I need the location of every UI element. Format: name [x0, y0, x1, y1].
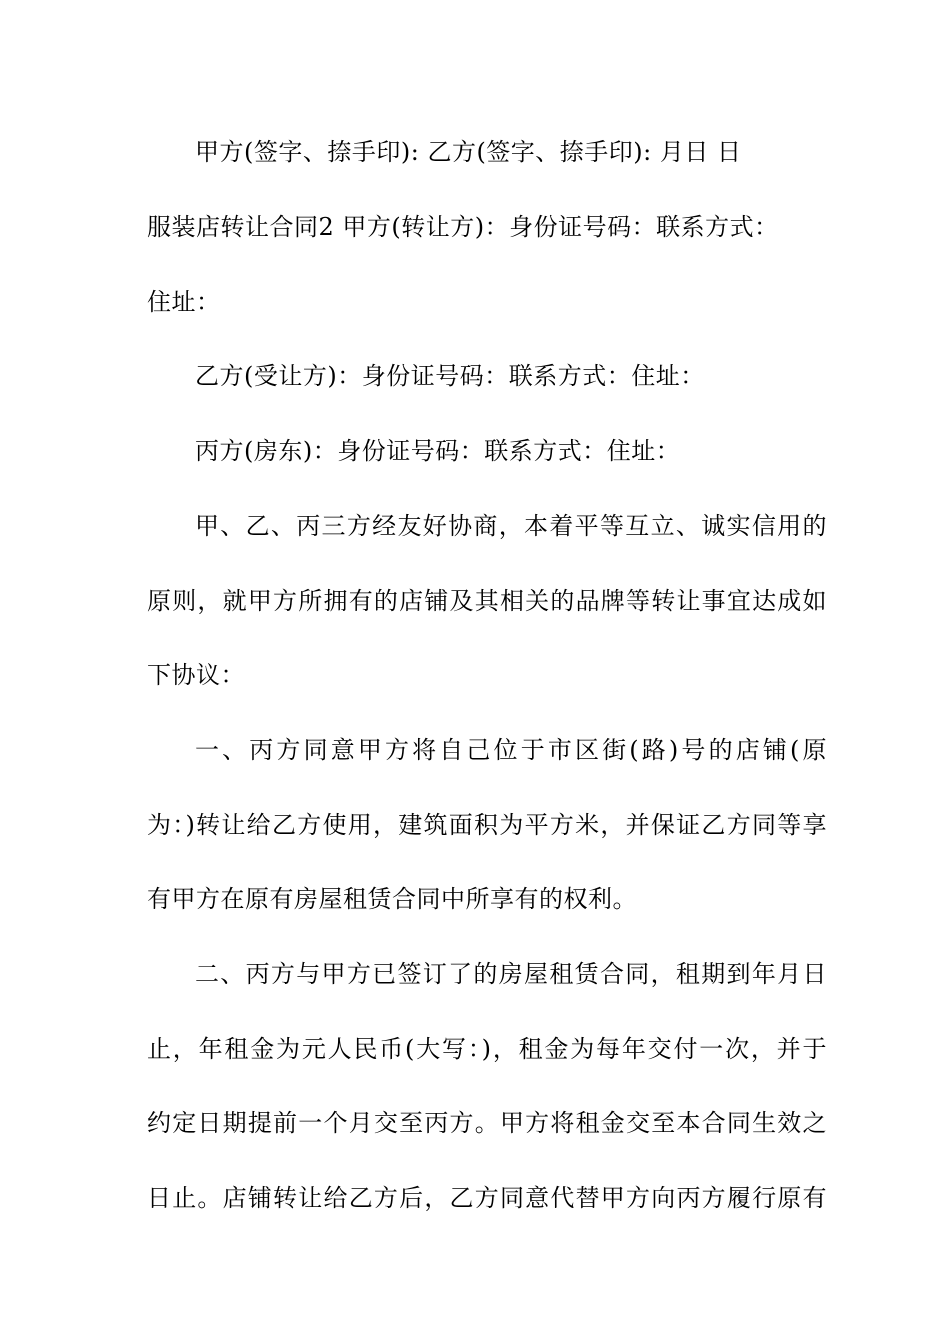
clause-2-line-2: 止，年租金为元人民币(大写：)，租金为每年交付一次，并于 [147, 1035, 827, 1063]
clause-1-line-2: 为：)转让给乙方使用，建筑面积为平方米，并保证乙方同等享 [147, 811, 827, 839]
intro-paragraph-line-2: 原则，就甲方所拥有的店铺及其相关的品牌等转让事宜达成如 [147, 587, 827, 615]
party-c-line: 丙方(房东)：身份证号码：联系方式：住址： [195, 437, 681, 465]
clause-1-line-3: 有甲方在原有房屋租赁合同中所享有的权利。 [147, 885, 637, 913]
party-a-address-line: 住址： [147, 288, 221, 316]
clause-2-line-3: 约定日期提前一个月交至丙方。甲方将租金交至本合同生效之 [147, 1109, 827, 1137]
clause-1-line-1: 一、丙方同意甲方将自己位于市区街(路)号的店铺(原 [195, 736, 827, 764]
clause-2-line-4: 日止。店铺转让给乙方后，乙方同意代替甲方向丙方履行原有 [147, 1184, 827, 1212]
intro-paragraph-line-3: 下协议： [147, 661, 245, 689]
contract-heading-line: 服装店转让合同2 甲方(转让方)：身份证号码：联系方式： [147, 213, 779, 241]
party-b-line: 乙方(受让方)：身份证号码：联系方式：住址： [195, 362, 705, 390]
intro-paragraph-line-1: 甲、乙、丙三方经友好协商，本着平等互立、诚实信用的 [195, 512, 827, 540]
clause-2-line-1: 二、丙方与甲方已签订了的房屋租赁合同，租期到年月日 [195, 960, 827, 988]
signature-line: 甲方(签字、捺手印): 乙方(签字、捺手印): 月日 日 [195, 138, 742, 166]
